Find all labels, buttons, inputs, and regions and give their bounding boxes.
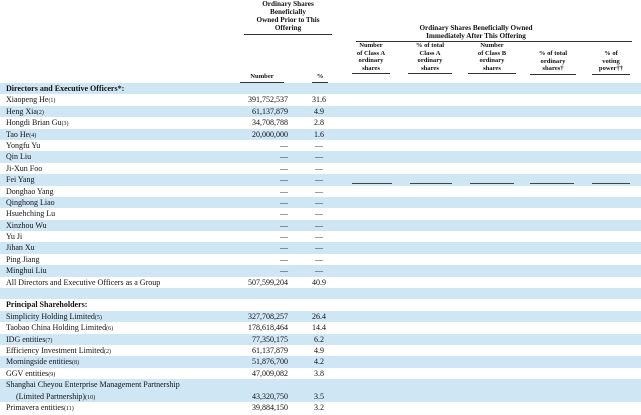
footnote-marker: (5) bbox=[94, 314, 102, 321]
table-row bbox=[0, 368, 641, 379]
col-line: of Class B bbox=[477, 49, 507, 57]
shares-number: 61,137,879 bbox=[252, 345, 288, 355]
col-line: ordinary bbox=[540, 57, 566, 65]
col-line: of Class A bbox=[356, 49, 386, 57]
prior-offering-header bbox=[238, 0, 338, 32]
shares-percent: 14.4 bbox=[312, 323, 326, 333]
holder-name bbox=[6, 299, 87, 310]
shares-percent: 2.8 bbox=[314, 118, 324, 128]
shares-percent: — bbox=[315, 220, 323, 230]
shares-percent: 4.9 bbox=[314, 345, 324, 355]
holder-name-text: IDG entities bbox=[6, 334, 46, 344]
shares-number: — bbox=[280, 152, 288, 162]
holder-name-text: Ping Jiang bbox=[6, 254, 40, 264]
col-line: shares bbox=[362, 64, 380, 72]
shares-percent: — bbox=[315, 209, 323, 219]
footnote-marker: (11) bbox=[63, 405, 74, 412]
col-class-b-number bbox=[468, 42, 516, 74]
shares-percent: 4.9 bbox=[314, 106, 324, 116]
shares-percent: — bbox=[315, 254, 323, 264]
table-row bbox=[0, 334, 641, 345]
after-offering-header bbox=[392, 24, 560, 40]
holder-name-text: Fei Yang bbox=[6, 175, 35, 185]
holder-name-text: Qin Liu bbox=[6, 152, 32, 162]
holder-name bbox=[6, 186, 54, 197]
footnote-marker: (3) bbox=[61, 121, 69, 128]
table-row bbox=[0, 402, 641, 413]
footnote-marker: (10) bbox=[85, 394, 96, 401]
holder-name-continued: (Limited Partnership) bbox=[16, 391, 86, 401]
shares-number: — bbox=[280, 243, 288, 253]
table-row bbox=[0, 117, 641, 128]
holder-name-text: Ji-Xun Foo bbox=[6, 163, 43, 173]
blank-entry-lines bbox=[352, 183, 632, 184]
shares-number: — bbox=[280, 175, 288, 185]
holder-name bbox=[6, 140, 40, 151]
header-line: Immediately After This Offering bbox=[426, 32, 526, 40]
shares-percent: 31.6 bbox=[312, 95, 326, 105]
shares-percent: — bbox=[315, 266, 323, 276]
table-row bbox=[0, 106, 641, 117]
col-line: shares bbox=[421, 64, 439, 72]
holder-name-text: Shanghai Cheyou Enterprise Management Partnership bbox=[6, 380, 180, 390]
col-pct: % bbox=[312, 73, 328, 83]
holder-name bbox=[6, 151, 31, 162]
table-row bbox=[0, 151, 641, 162]
holder-name-text: Qinghong Liao bbox=[6, 197, 55, 207]
table-row bbox=[0, 140, 641, 151]
holder-name-text: Morningside entities bbox=[6, 357, 72, 367]
section-header-row bbox=[0, 83, 641, 94]
shares-number: 34,708,788 bbox=[252, 118, 288, 128]
table-row bbox=[0, 197, 641, 208]
holder-name bbox=[6, 83, 124, 94]
col-line: ordinary bbox=[417, 57, 443, 65]
holder-name bbox=[6, 220, 47, 231]
table-row bbox=[0, 356, 641, 367]
col-line: power†† bbox=[598, 65, 624, 73]
footnote-marker: (7) bbox=[45, 337, 53, 344]
holder-name-text: Hongdi Brian Gu bbox=[6, 118, 62, 128]
shares-number: 20,000,000 bbox=[252, 129, 288, 139]
table-row bbox=[0, 94, 641, 105]
holder-name-text: Xinzhou Wu bbox=[6, 220, 47, 230]
col-line: shares† bbox=[542, 65, 564, 73]
holder-name bbox=[6, 163, 42, 174]
holder-name-text: Minghui Liu bbox=[6, 266, 47, 276]
shares-number: — bbox=[280, 254, 288, 264]
table-row bbox=[0, 163, 641, 174]
col-line: Number bbox=[480, 42, 504, 49]
col-number: Number bbox=[240, 73, 284, 83]
shares-percent: 6.2 bbox=[314, 334, 324, 344]
col-line: % of total bbox=[538, 50, 568, 57]
shares-percent: — bbox=[315, 243, 323, 253]
table-row bbox=[0, 265, 641, 276]
header-line: Offering bbox=[274, 24, 302, 32]
shares-number: 61,137,879 bbox=[252, 106, 288, 116]
shares-number: 39,884,150 bbox=[252, 402, 288, 412]
shares-number: — bbox=[280, 163, 288, 173]
holder-name-text: Jihan Xu bbox=[6, 243, 35, 253]
shares-number: — bbox=[280, 140, 288, 150]
table-row bbox=[0, 242, 641, 253]
holder-name bbox=[6, 402, 74, 415]
col-line: Number bbox=[359, 42, 383, 49]
shares-number: 47,009,082 bbox=[252, 368, 288, 378]
table-row bbox=[0, 129, 641, 140]
holder-name-text: All Directors and Executive Officers as a Group bbox=[6, 277, 161, 287]
holder-name bbox=[6, 254, 40, 265]
blank-line bbox=[592, 183, 630, 184]
holder-name-text: Simplicity Holding Limited bbox=[6, 311, 95, 321]
shares-number: — bbox=[280, 209, 288, 219]
header-line: Ordinary Shares bbox=[262, 0, 314, 8]
shares-percent: 4.2 bbox=[314, 357, 324, 367]
holder-name bbox=[6, 231, 22, 242]
shares-number: 327,708,257 bbox=[248, 311, 288, 321]
shares-percent: 3.5 bbox=[314, 391, 324, 401]
footnote-marker: (6) bbox=[106, 326, 114, 333]
col-line: ordinary bbox=[479, 57, 505, 65]
col-voting-pct bbox=[592, 50, 630, 75]
col-line: voting bbox=[602, 57, 620, 65]
table-row bbox=[0, 345, 641, 356]
holder-name-text: Principal Shareholders: bbox=[6, 300, 88, 310]
holder-name-text: Directors and Executive Officers*: bbox=[6, 84, 125, 93]
holder-name bbox=[6, 379, 180, 404]
shares-number: 391,752,537 bbox=[248, 95, 288, 105]
table-row bbox=[0, 288, 641, 299]
shares-percent: 1.6 bbox=[314, 129, 324, 139]
blank-line bbox=[410, 183, 452, 184]
col-class-a-pct bbox=[408, 42, 452, 74]
holder-name bbox=[6, 265, 47, 276]
table-row bbox=[0, 174, 641, 185]
table-row bbox=[0, 208, 641, 219]
blank-line bbox=[530, 183, 574, 184]
shares-number: — bbox=[280, 186, 288, 196]
footnote-marker: (4) bbox=[29, 132, 37, 139]
header-line: Owned Prior to This bbox=[256, 16, 320, 24]
holder-name-text: Hsuehching Lu bbox=[6, 209, 56, 219]
shares-percent: — bbox=[315, 175, 323, 185]
shares-percent: — bbox=[315, 163, 323, 173]
col-line: ordinary bbox=[358, 57, 384, 65]
blank-line bbox=[470, 183, 514, 184]
header-rule bbox=[244, 34, 332, 35]
footnote-marker: (2) bbox=[104, 348, 112, 355]
holder-name bbox=[6, 277, 160, 288]
table-row bbox=[0, 220, 641, 231]
footnote-marker: (1) bbox=[48, 98, 56, 105]
holder-name bbox=[6, 242, 35, 253]
col-total-pct bbox=[530, 50, 576, 75]
holder-name-text: Yu Ji bbox=[6, 232, 23, 242]
col-line: % of total bbox=[415, 42, 445, 49]
ownership-table-body bbox=[0, 83, 641, 413]
table-row bbox=[0, 322, 641, 333]
footnote-marker: (9) bbox=[48, 371, 56, 378]
shares-percent: — bbox=[315, 152, 323, 162]
shares-number: 507,599,204 bbox=[248, 277, 288, 287]
holder-name-text: GGV entities bbox=[6, 368, 49, 378]
col-line: % of bbox=[604, 50, 618, 57]
col-line: Class A bbox=[419, 49, 441, 57]
shares-number: 43,320,750 bbox=[252, 391, 288, 401]
shares-number: 51,876,700 bbox=[252, 357, 288, 367]
section-header-row bbox=[0, 299, 641, 310]
shares-number: — bbox=[280, 197, 288, 207]
shares-number: — bbox=[280, 232, 288, 242]
holder-name-text: Tao He bbox=[6, 129, 30, 139]
blank-line bbox=[352, 183, 392, 184]
col-class-a-number bbox=[352, 42, 390, 74]
shares-number: 178,618,464 bbox=[248, 323, 288, 333]
shares-percent: 40.9 bbox=[312, 277, 326, 287]
holder-name bbox=[6, 208, 55, 219]
footnote-marker: (8) bbox=[72, 360, 79, 367]
shares-percent: 3.8 bbox=[314, 368, 324, 378]
shares-number: — bbox=[280, 266, 288, 276]
holder-name-text: Taobao China Holding Limited bbox=[6, 323, 107, 333]
shares-percent: — bbox=[315, 186, 323, 196]
holder-name-text: Efficiency Investment Limited bbox=[6, 345, 105, 355]
holder-name-text: Heng Xia bbox=[6, 106, 37, 116]
footnote-marker: (2) bbox=[36, 109, 44, 116]
holder-name bbox=[6, 174, 34, 185]
holder-name-text: Yongfu Yu bbox=[6, 140, 41, 150]
col-line: shares bbox=[483, 64, 501, 72]
shares-percent: — bbox=[315, 140, 323, 150]
shares-percent: 26.4 bbox=[312, 311, 326, 321]
holder-name bbox=[6, 197, 55, 208]
holder-name-text: Primavera entities bbox=[6, 402, 64, 412]
shares-percent: — bbox=[315, 197, 323, 207]
header-line: Beneficially bbox=[270, 8, 306, 16]
shares-percent: 3.2 bbox=[314, 402, 324, 412]
shares-number: — bbox=[280, 220, 288, 230]
shares-number: 77,350,175 bbox=[252, 334, 288, 344]
table-row bbox=[0, 254, 641, 265]
table-row bbox=[0, 231, 641, 242]
holder-name-text: Donghao Yang bbox=[6, 186, 54, 196]
header-line: Ordinary Shares Beneficially Owned bbox=[419, 24, 533, 32]
table-row bbox=[0, 379, 641, 402]
table-row bbox=[0, 277, 641, 288]
table-row bbox=[0, 311, 641, 322]
table-row bbox=[0, 186, 641, 197]
shares-percent: — bbox=[315, 232, 323, 242]
holder-name-text: Xiaopeng He bbox=[6, 95, 49, 105]
